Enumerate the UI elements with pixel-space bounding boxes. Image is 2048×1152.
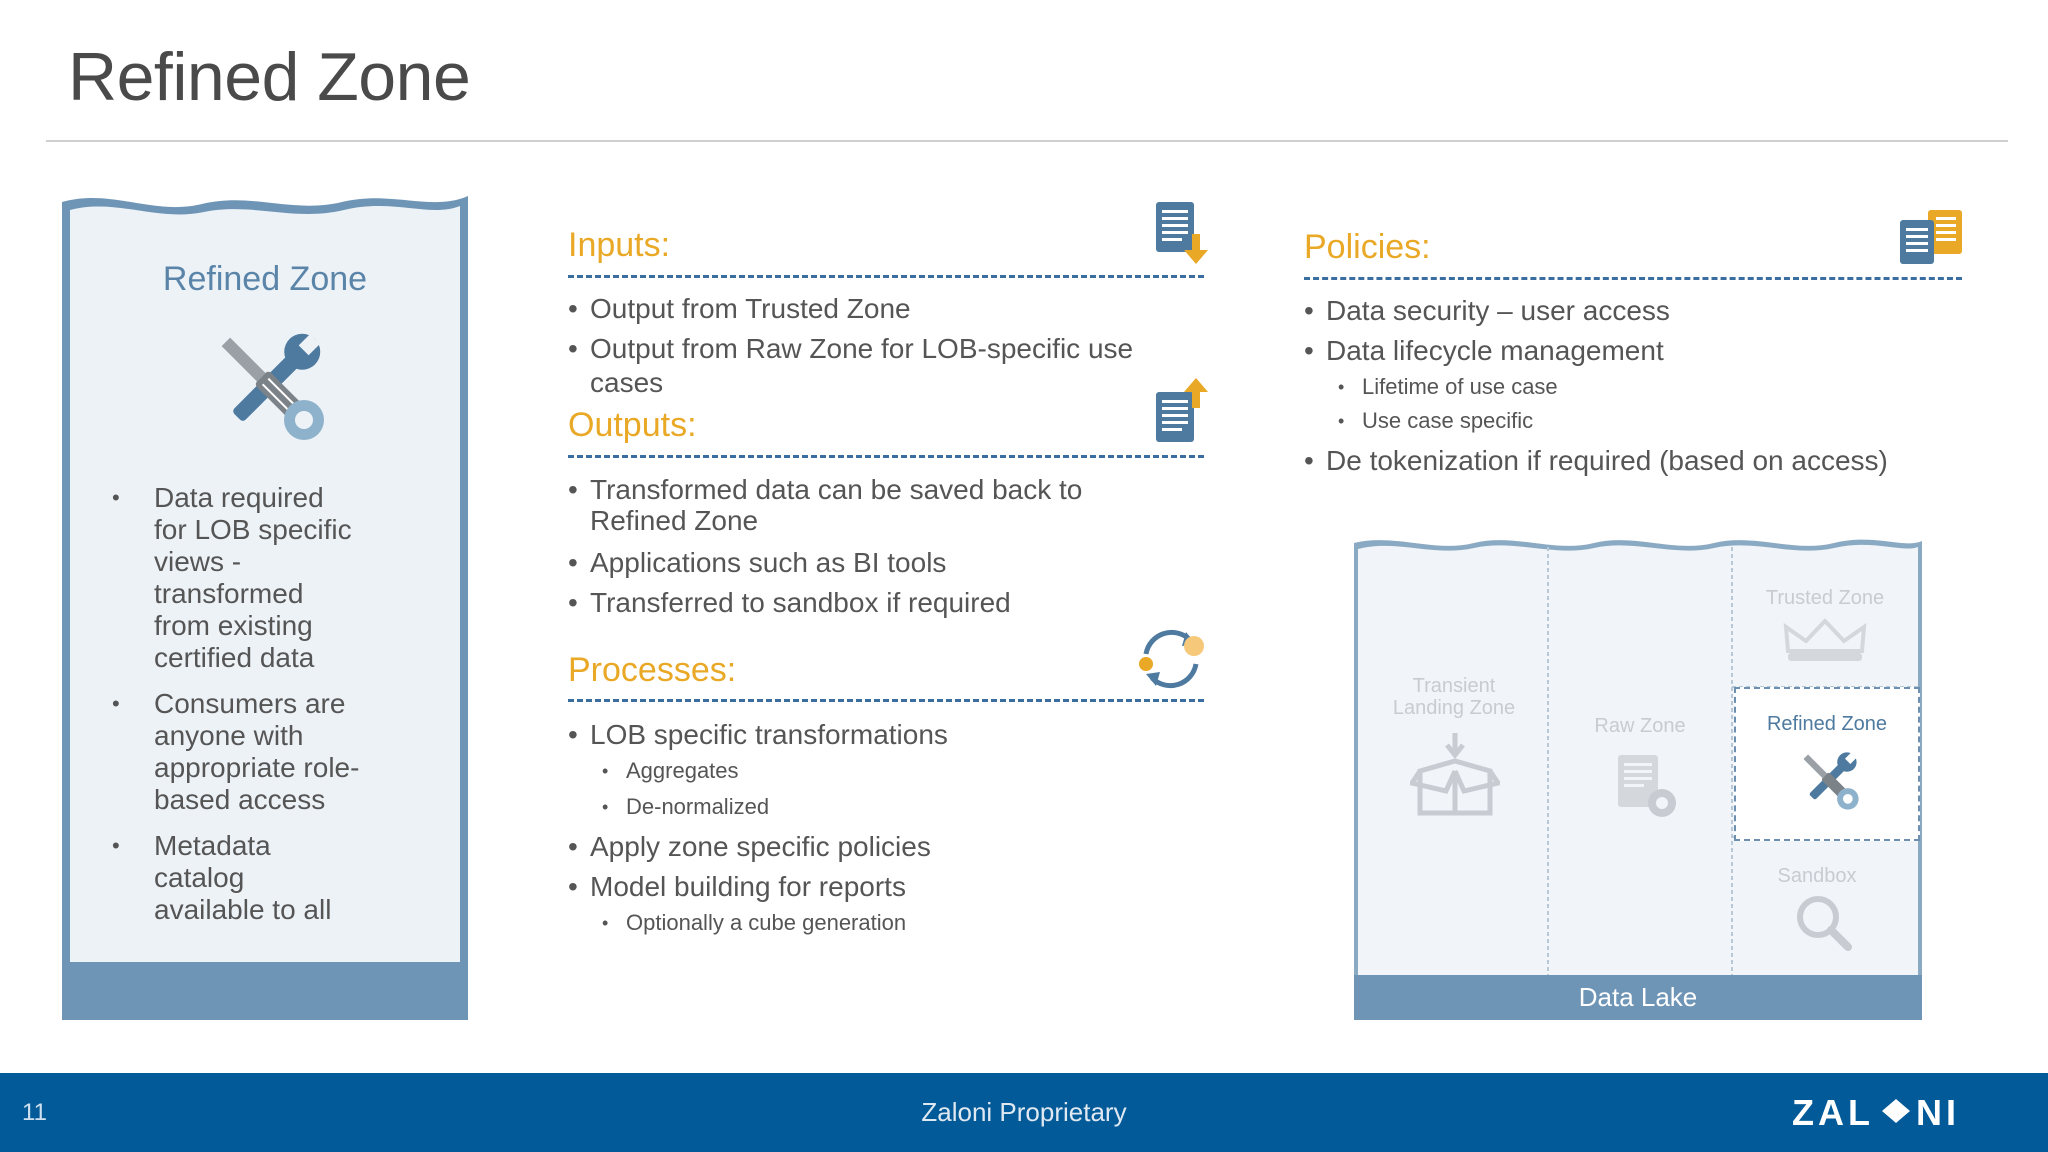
list-item: • Metadata catalog available to all bbox=[62, 830, 362, 926]
list-item: • Data security – user access bbox=[1304, 294, 1984, 328]
list-item: • Applications such as BI tools bbox=[568, 546, 1088, 580]
zone-summary-panel bbox=[62, 190, 468, 1020]
transient-zone-label-line1: Transient bbox=[1412, 675, 1496, 697]
list-item: • Apply zone specific policies bbox=[568, 830, 1208, 864]
transient-zone-label bbox=[1374, 675, 1534, 719]
refresh-cycle-icon bbox=[1134, 626, 1208, 692]
sub-list-item: • De-normalized bbox=[568, 792, 1208, 822]
list-item: • Transformed data can be saved back to Refined Zone bbox=[568, 474, 1088, 536]
sub-list-item: • Use case specific bbox=[1304, 406, 1984, 436]
inputs-list bbox=[568, 292, 1208, 400]
list-item: • De tokenization if required (based on access) bbox=[1304, 444, 1984, 478]
processes-heading: Processes: bbox=[568, 651, 737, 689]
sub-list-item: • Lifetime of use case bbox=[1304, 372, 1984, 402]
svg-text:ZAL: ZAL bbox=[1792, 1092, 1874, 1133]
panel-title: Refined Zone bbox=[162, 260, 368, 298]
wrench-screwdriver-icon bbox=[204, 320, 334, 450]
transient-zone-label-line2: Landing Zone bbox=[1392, 697, 1516, 719]
list-item: • Model building for reports bbox=[568, 870, 1208, 904]
list-item: • Output from Raw Zone for LOB-specific use cases bbox=[568, 332, 1208, 400]
refined-zone-highlight bbox=[1734, 687, 1920, 841]
wrench-screwdriver-icon bbox=[1794, 745, 1864, 815]
document-download-icon bbox=[1152, 200, 1212, 266]
sub-list-item: • Aggregates bbox=[568, 756, 1208, 786]
list-item: • Data required for LOB specific views - transformed from existing certified data bbox=[62, 482, 362, 674]
title-divider bbox=[46, 140, 2008, 142]
open-box-icon bbox=[1410, 731, 1500, 821]
data-lake-diagram bbox=[1354, 535, 1922, 1020]
refined-zone-label: Refined Zone bbox=[1766, 713, 1888, 735]
crown-icon bbox=[1782, 615, 1868, 667]
policies-divider bbox=[1304, 277, 1962, 280]
list-item: • LOB specific transformations bbox=[568, 718, 1208, 752]
list-item: • Consumers are anyone with appropriate role-based access bbox=[62, 688, 362, 816]
data-lake-label: Data Lake bbox=[1354, 975, 1922, 1020]
inputs-heading: Inputs: bbox=[568, 226, 671, 264]
footer-bar bbox=[0, 1073, 2048, 1152]
list-item: • Transferred to sandbox if required bbox=[568, 586, 1088, 620]
inputs-divider bbox=[568, 275, 1204, 278]
zaloni-logo bbox=[1792, 1089, 1974, 1135]
svg-text:NI: NI bbox=[1916, 1092, 1960, 1133]
list-item: • Data lifecycle management bbox=[1304, 334, 1984, 368]
raw-zone-label: Raw Zone bbox=[1594, 715, 1686, 737]
page-number: 11 bbox=[22, 1099, 47, 1126]
policies-list bbox=[1304, 294, 1984, 478]
document-upload-icon bbox=[1152, 376, 1212, 446]
outputs-list bbox=[568, 474, 1088, 620]
outputs-heading: Outputs: bbox=[568, 406, 697, 444]
sub-list-item: • Optionally a cube generation bbox=[568, 908, 1208, 938]
stacked-documents-icon bbox=[1898, 208, 1966, 266]
trusted-zone-label: Trusted Zone bbox=[1765, 587, 1885, 609]
processes-divider bbox=[568, 699, 1204, 702]
magnifier-icon bbox=[1794, 893, 1854, 953]
outputs-divider bbox=[568, 455, 1204, 458]
panel-bullets bbox=[122, 482, 422, 940]
policies-heading: Policies: bbox=[1304, 228, 1431, 266]
list-item: • Output from Trusted Zone bbox=[568, 292, 1208, 326]
sandbox-label: Sandbox bbox=[1777, 865, 1857, 887]
processes-list bbox=[568, 718, 1208, 938]
document-gear-icon bbox=[1614, 751, 1684, 821]
slide-title: Refined Zone bbox=[68, 39, 471, 115]
footer-text: Zaloni Proprietary bbox=[921, 1097, 1127, 1127]
